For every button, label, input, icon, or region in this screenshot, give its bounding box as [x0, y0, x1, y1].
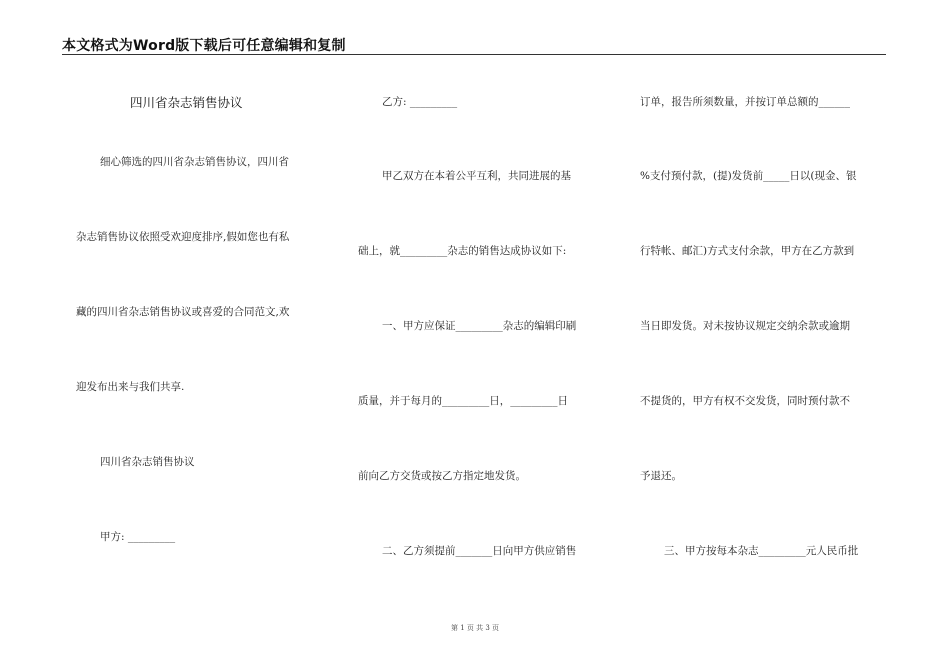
column1-line-5: 四川省杂志销售协议	[100, 456, 195, 468]
column2-line-1: 乙方: _________	[382, 96, 458, 108]
column2-line-7: 二、乙方须提前_______日向甲方供应销售	[382, 545, 577, 557]
column2-line-5: 质量，并于每月的_________日，_________日	[358, 395, 568, 407]
column2-line-3: 础上，就_________杂志的销售达成协议如下:	[358, 245, 567, 257]
column3-line-4: 当日即发货。对未按协议规定交纳余款或逾期	[640, 320, 850, 332]
header-text: 本文格式为Word版下载后可任意编辑和复制	[62, 38, 346, 54]
column1-line-1: 细心筛选的四川省杂志销售协议，四川省	[100, 156, 289, 168]
column1-line-4: 迎发布出来与我们共享.	[76, 381, 185, 393]
text-column-3	[638, 0, 888, 672]
column2-line-4: 一、甲方应保证_________杂志的编辑印刷	[382, 320, 577, 332]
column1-line-2: 杂志销售协议依照受欢迎度排序,假如您也有私	[76, 231, 290, 243]
column1-line-3: 藏的四川省杂志销售协议或喜爱的合同范文,欢	[76, 306, 290, 318]
column2-line-6: 前向乙方交货或按乙方指定地发货。	[358, 470, 526, 482]
document-title: 四川省杂志销售协议	[130, 95, 243, 110]
column3-line-7: 三、甲方按每本杂志_________元人民币批	[664, 545, 859, 557]
column3-line-6: 予退还。	[640, 470, 682, 482]
column3-line-2: %支付预付款，(提)发货前_____日以(现金、银	[640, 170, 857, 182]
text-column-2	[356, 0, 612, 672]
column3-line-3: 行特帐、邮汇)方式支付余款，甲方在乙方款到	[640, 245, 855, 257]
column1-line-6: 甲方: _________	[100, 531, 176, 543]
page-footer: 第 1 页 共 3 页	[450, 624, 500, 632]
text-column-1	[70, 0, 330, 672]
column3-line-5: 不提货的，甲方有权不交发货，同时预付款不	[640, 395, 850, 407]
column2-line-2: 甲乙双方在本着公平互利，共同进展的基	[382, 170, 571, 182]
column3-line-1: 订单，报告所须数量，并按订单总额的______	[640, 96, 850, 108]
